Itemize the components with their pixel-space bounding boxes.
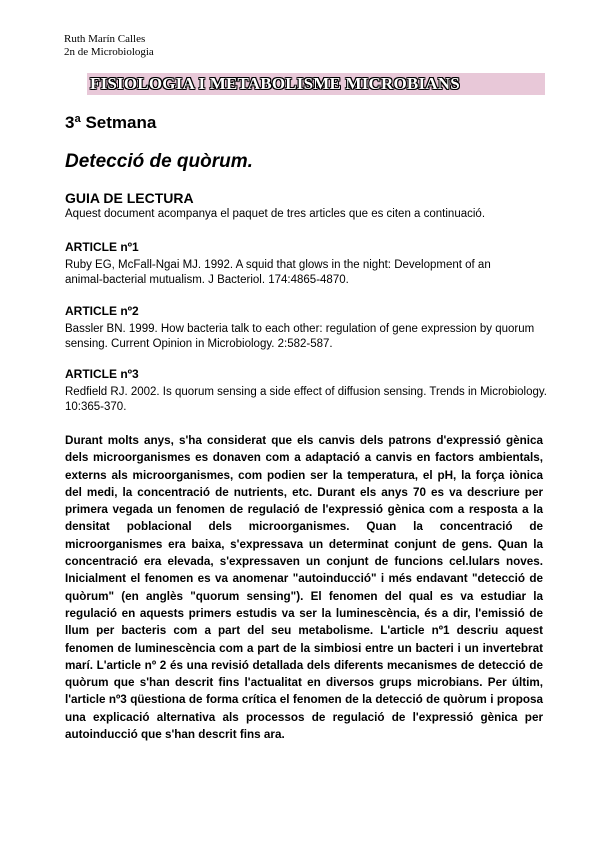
course-name: 2n de Microbiologia [64, 46, 154, 58]
article-citation-line: sensing. Current Opinion in Microbiology. 2:582-587. [65, 338, 333, 350]
article-label: ARTICLE nº1 [65, 240, 139, 254]
guide-intro: Aquest document acompanya el paquet de tres articles que es citen a continuació. [65, 208, 486, 220]
page-title: FISIOLOGIA I METABOLISME MICROBIANS [90, 74, 460, 93]
article-label: ARTICLE nº3 [65, 367, 139, 381]
article-3 [65, 367, 565, 415]
body-paragraph: Durant molts anys, s'ha considerat que els canvis dels patrons d'expressió gènica dels microorganismes es donaven com a adaptació a canvis en factors ambientals, externs als microorganismes, com podien ser la temperatura, el pH, la força iònica del medi, la concentració de nutrients, etc. Durant els anys 70 es va descriure per primera vegada un fenomen de regulació de l'expressió gènica com a resposta a la densitat poblacional dels microorganismes. Quan la concentració de microorganismes era baixa, s'expressava un determinat conjunt de gens. Quan la concentració era elevada, s'expressaven un conjunt de funcions cel.lulars noves. Inicialment el fenomen es va anomenar "autoinducció" i més endavant "detecció de quòrum" (en anglès "quorum sensing"). El fenomen del qual es va estudiar la regulació en aquests primers estudis va ser la luminescència, és a dir, l'emissió de llum per bacteris com a part del seu metabolisme. L'article nº1 descriu aquest fenomen de luminescència com a part de la simbiosi entre un bacteri i un invertebrat marí. L'article nº 2 és una revisió detallada dels diferents mecanismes de detecció de quòrum que s'han descrit fins l'actualitat en diversos grups microbians. Per últim, l'article nº3 qüestiona de forma crítica el fenomen de la detecció de quòrum i proposa una explicació alternativa als processos de regulació de l'expressió gènica per autoinducció que s'han descrit fins ara. [65, 434, 543, 742]
article-label: ARTICLE nº2 [65, 304, 139, 318]
guide-heading: GUIA DE LECTURA [65, 190, 194, 206]
article-citation-line: animal-bacterial mutualism. J Bacteriol. 174:4865-4870. [65, 274, 349, 286]
article-1 [65, 240, 565, 288]
article-citation-line: Ruby EG, McFall-Ngai MJ. 1992. A squid that glows in the night: Development of an [65, 259, 491, 271]
article-citation-line: Redfield RJ. 2002. Is quorum sensing a side effect of diffusion sensing. Trends in Microbiology. [65, 386, 547, 398]
article-2 [65, 304, 565, 352]
topic-heading: Detecció de quòrum. [65, 151, 253, 172]
author-name: Ruth Marín Calles [64, 33, 146, 45]
article-citation-line: 10:365-370. [65, 401, 127, 413]
article-citation-line: Bassler BN. 1999. How bacteria talk to each other: regulation of gene expression by quorum [65, 323, 535, 335]
document-header [64, 33, 154, 59]
week-heading: 3ª Setmana [65, 113, 157, 132]
